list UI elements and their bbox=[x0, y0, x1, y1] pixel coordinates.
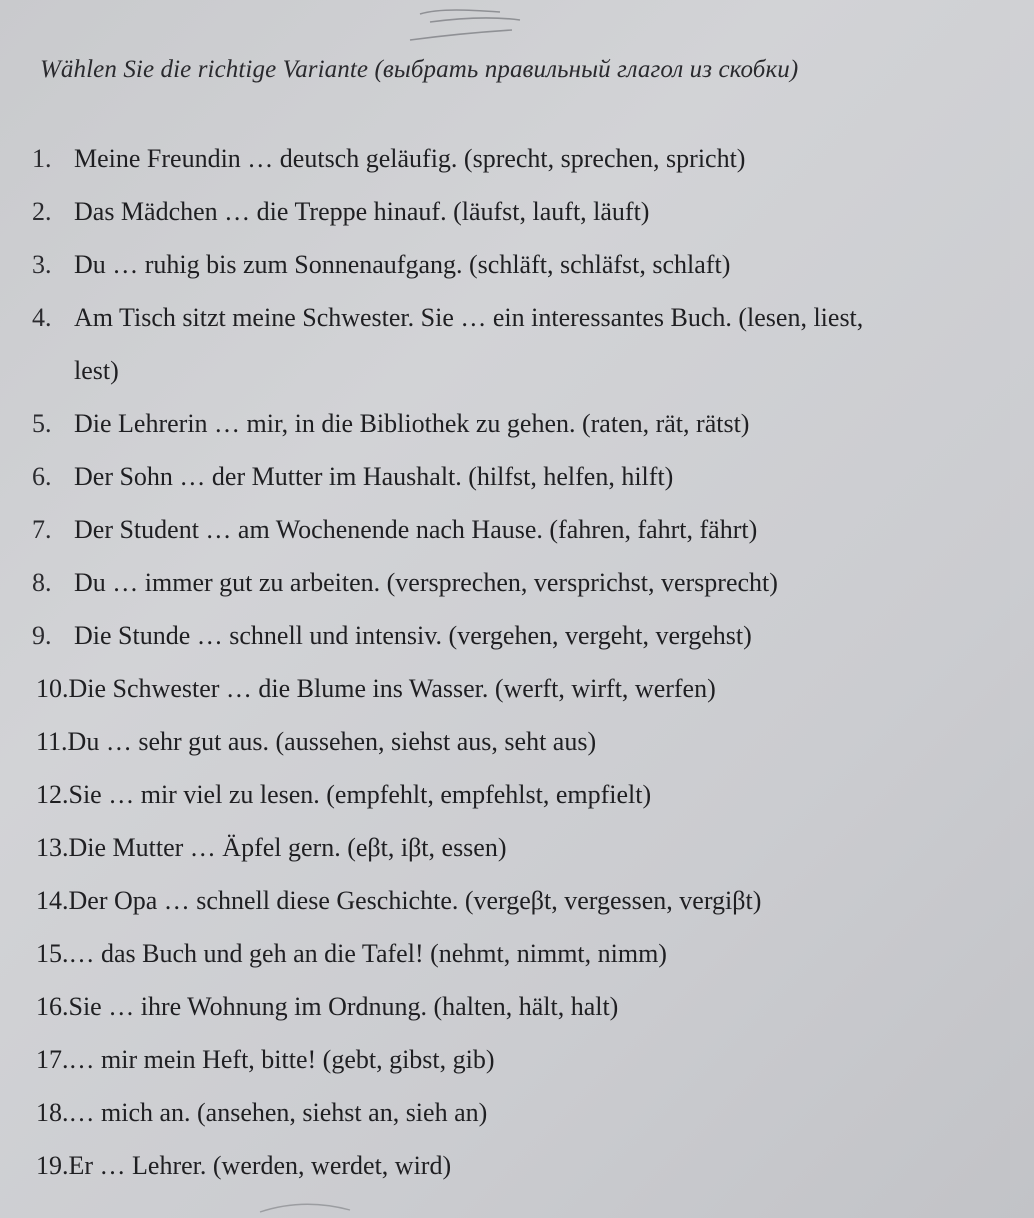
instruction-heading: Wählen Sie die richtige Variante (выбрать правильный глагол из скобки) bbox=[40, 56, 799, 83]
exercise-number: 19.Er … Lehrer. (werden, werdet, wird) bbox=[36, 1151, 452, 1180]
exercise-item bbox=[0, 132, 1034, 185]
exercise-number: 4. bbox=[32, 303, 52, 332]
exercise-number: 5. bbox=[32, 409, 52, 438]
exercise-item bbox=[0, 238, 1034, 291]
exercise-item bbox=[0, 980, 1034, 1033]
exercise-text: Du … ruhig bis zum Sonnenaufgang. (schläft, schläfst, schlaft) bbox=[74, 250, 731, 279]
exercise-number: 9. bbox=[32, 621, 52, 650]
exercise-item bbox=[0, 1086, 1034, 1139]
exercise-text: Die Lehrerin … mir, in die Bibliothek zu gehen. (raten, rät, rätst) bbox=[74, 409, 750, 438]
exercise-number: 11.Du … sehr gut aus. (aussehen, siehst aus, seht aus) bbox=[36, 727, 597, 756]
exercise-item bbox=[0, 291, 1034, 397]
exercise-item bbox=[0, 821, 1034, 874]
exercise-item bbox=[0, 1139, 1034, 1192]
exercise-number: 12.Sie … mir viel zu lesen. (empfehlt, empfehlst, empfielt) bbox=[36, 780, 652, 809]
exercise-item bbox=[0, 874, 1034, 927]
exercise-item bbox=[0, 927, 1034, 980]
exercise-text: Der Student … am Wochenende nach Hause. (fahren, fahrt, fährt) bbox=[74, 515, 758, 544]
exercise-number: 8. bbox=[32, 568, 52, 597]
exercise-item bbox=[0, 715, 1034, 768]
exercise-number: 16.Sie … ihre Wohnung im Ordnung. (halten, hält, halt) bbox=[36, 992, 619, 1021]
exercise-item bbox=[0, 1033, 1034, 1086]
exercise-text: Die Stunde … schnell und intensiv. (vergehen, vergeht, vergehst) bbox=[74, 621, 752, 650]
pen-scribble-mark bbox=[400, 0, 560, 60]
exercise-text: Meine Freundin … deutsch geläufig. (sprecht, sprechen, spricht) bbox=[74, 144, 746, 173]
exercise-number: 17.… mir mein Heft, bitte! (gebt, gibst, gib) bbox=[36, 1045, 495, 1074]
exercise-item bbox=[0, 185, 1034, 238]
exercise-number: 7. bbox=[32, 515, 52, 544]
exercise-number: 14.Der Opa … schnell diese Geschichte. (vergeβt, vergessen, vergiβt) bbox=[36, 886, 762, 915]
exercise-item bbox=[0, 556, 1034, 609]
exercise-text: Der Sohn … der Mutter im Haushalt. (hilfst, helfen, hilft) bbox=[74, 462, 674, 491]
exercise-number: 3. bbox=[32, 250, 52, 279]
exercise-item bbox=[0, 768, 1034, 821]
exercise-item bbox=[0, 503, 1034, 556]
exercise-item bbox=[0, 450, 1034, 503]
exercise-number: 18.… mich an. (ansehen, siehst an, sieh an) bbox=[36, 1098, 488, 1127]
exercise-item bbox=[0, 662, 1034, 715]
exercise-number: 15.… das Buch und geh an die Tafel! (nehmt, nimmt, nimm) bbox=[36, 939, 667, 968]
pen-mark-bottom bbox=[250, 1196, 370, 1218]
exercise-number: 2. bbox=[32, 197, 52, 226]
exercise-text: Du … immer gut zu arbeiten. (versprechen, versprichst, versprecht) bbox=[74, 568, 778, 597]
exercise-text: Am Tisch sitzt meine Schwester. Sie … ein interessantes Buch. (lesen, liest, bbox=[74, 303, 864, 332]
exercise-number: 6. bbox=[32, 462, 52, 491]
exercise-number: 1. bbox=[32, 144, 52, 173]
exercise-list bbox=[0, 132, 1034, 1192]
exercise-number: 10.Die Schwester … die Blume ins Wasser. (werft, wirft, werfen) bbox=[36, 674, 716, 703]
exercise-number: 13.Die Mutter … Äpfel gern. (eβt, iβt, essen) bbox=[36, 833, 507, 862]
exercise-item bbox=[0, 397, 1034, 450]
exercise-item bbox=[0, 609, 1034, 662]
exercise-text: Das Mädchen … die Treppe hinauf. (läufst, lauft, läuft) bbox=[74, 197, 650, 226]
exercise-text-continuation: lest) bbox=[74, 356, 119, 385]
